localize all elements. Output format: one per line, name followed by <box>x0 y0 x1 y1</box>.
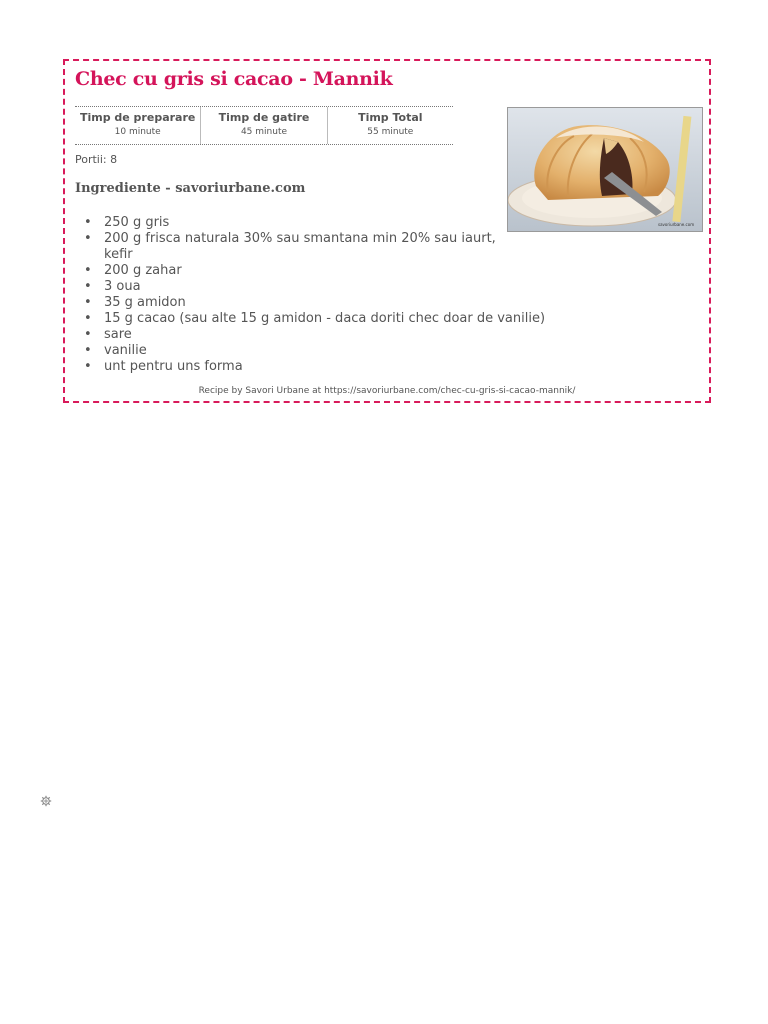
ingredients-list <box>75 215 605 375</box>
ingredient-item: • 200 g zahar <box>75 263 605 279</box>
recipe-times <box>75 106 453 145</box>
prep-time <box>75 107 200 144</box>
prep-time-value: 10 minute <box>114 127 161 137</box>
ingredient-item: • 35 g amidon <box>75 295 605 311</box>
recipe-footer: Recipe by Savori Urbane at https://savoriurbane.com/chec-cu-gris-si-cacao-mannik/ <box>198 386 576 396</box>
prep-time-label: Timp de preparare <box>79 111 196 124</box>
ingredient-item: • 250 g gris <box>75 215 605 231</box>
ingredients-heading: Ingrediente - savoriurbane.com <box>75 181 306 196</box>
recipe-title: Chec cu gris si cacao - Mannik <box>75 68 393 90</box>
ingredient-item: • 200 g frisca naturala 30% sau smantana min 20% sau iaurt, kefir <box>75 231 504 263</box>
total-time-label: Timp Total <box>358 111 423 124</box>
svg-text:savoriurbane.com: savoriurbane.com <box>658 222 695 227</box>
total-time-value: 55 minute <box>367 127 414 137</box>
cook-time-label: Timp de gatire <box>218 111 310 124</box>
total-time <box>327 107 453 144</box>
ingredient-item: • vanilie <box>75 343 605 359</box>
ingredient-item: • 3 oua <box>75 279 605 295</box>
gear-icon[interactable] <box>40 792 52 804</box>
servings: Portii: 8 <box>75 153 118 166</box>
ingredient-item: • unt pentru uns forma <box>75 359 605 375</box>
ingredient-item: • 15 g cacao (sau alte 15 g amidon - daca doriti chec doar de vanilie) <box>75 311 605 327</box>
recipe-photo <box>507 107 703 232</box>
cook-time-value: 45 minute <box>240 127 288 137</box>
cook-time <box>200 107 326 144</box>
ingredient-item: • sare <box>75 327 605 343</box>
recipe-card <box>63 59 711 403</box>
